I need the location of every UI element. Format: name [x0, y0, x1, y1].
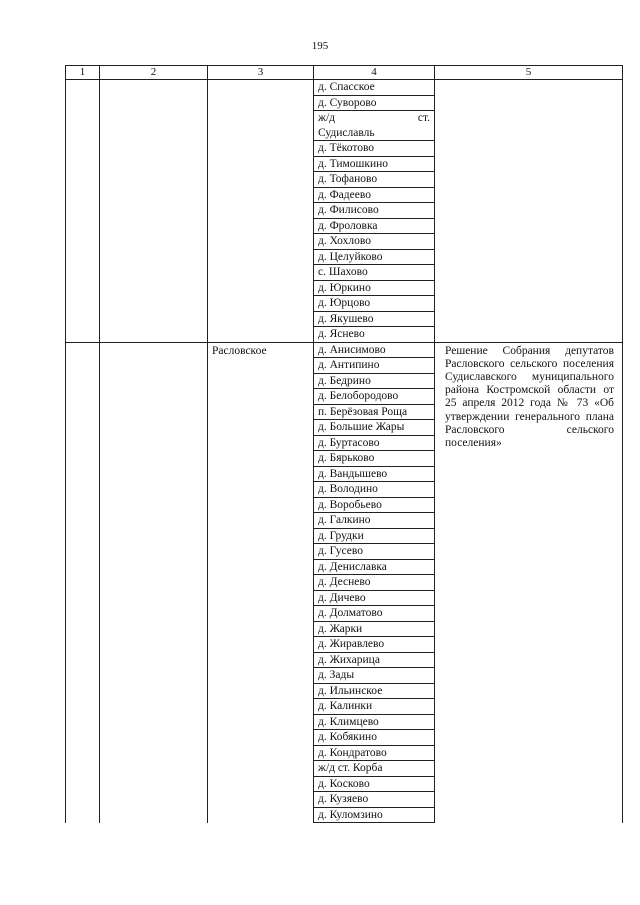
- locality-cell: д. Якушево: [314, 311, 435, 327]
- decision-cell: [435, 342, 623, 823]
- locality-cell: д. Вандышево: [314, 466, 435, 482]
- settlement-cell: Расловское: [208, 342, 314, 823]
- decision-cell: [435, 80, 623, 343]
- locality-cell: д. Куломзино: [314, 807, 435, 823]
- locality-cell: д. Тофаново: [314, 172, 435, 188]
- locality-cell: д. Целуйково: [314, 249, 435, 265]
- locality-cell: д. Фадеево: [314, 187, 435, 203]
- decision-text: Решение Собрания депутатов Расловского сельского поселения Судиславского муниципального района Костромской области от 25 апреля 2012 года № 73 «Об утверждении генерального плана Расловского сельского поселения»: [445, 344, 614, 449]
- settlements-table: [65, 65, 623, 823]
- locality-cell: д. Анисимово: [314, 342, 435, 358]
- table-body: [66, 80, 623, 823]
- locality-cell: д. Буртасово: [314, 435, 435, 451]
- table-row: [66, 80, 623, 96]
- locality-cell: д. Ильинское: [314, 683, 435, 699]
- locality-cell: д. Фроловка: [314, 218, 435, 234]
- station-name: Судиславль: [318, 126, 375, 139]
- jd-station-line: [318, 111, 430, 126]
- locality-cell: д. Долматово: [314, 606, 435, 622]
- header-col-3: 3: [208, 66, 314, 80]
- locality-cell: д. Климцево: [314, 714, 435, 730]
- station-prefix: ст.: [417, 112, 430, 124]
- locality-cell: д. Деснево: [314, 575, 435, 591]
- locality-cell: п. Берёзовая Роща: [314, 404, 435, 420]
- locality-cell: д. Тимошкино: [314, 156, 435, 172]
- page-number: 195: [311, 40, 329, 52]
- locality-cell: д. Юрцово: [314, 296, 435, 312]
- header-col-2: 2: [100, 66, 208, 80]
- locality-cell: д. Жарки: [314, 621, 435, 637]
- header-col-1: 1: [66, 66, 100, 80]
- locality-cell: с. Шахово: [314, 265, 435, 281]
- locality-cell: д. Зады: [314, 668, 435, 684]
- locality-cell: д. Тёкотово: [314, 141, 435, 157]
- locality-cell: д. Жихарица: [314, 652, 435, 668]
- locality-cell: д. Большие Жары: [314, 420, 435, 436]
- locality-cell: д. Дениславка: [314, 559, 435, 575]
- locality-cell: д. Галкино: [314, 513, 435, 529]
- locality-cell: д. Бярьково: [314, 451, 435, 467]
- col2-cell: [100, 342, 208, 823]
- settlement-cell: [208, 80, 314, 343]
- locality-cell: д. Хохлово: [314, 234, 435, 250]
- locality-cell: д. Гусево: [314, 544, 435, 560]
- locality-cell: [314, 111, 435, 141]
- locality-cell: д. Бедрино: [314, 373, 435, 389]
- locality-cell: д. Кузяево: [314, 792, 435, 808]
- locality-cell: д. Юркино: [314, 280, 435, 296]
- locality-cell: д. Филисово: [314, 203, 435, 219]
- col2-cell: [100, 80, 208, 343]
- locality-cell: д. Володино: [314, 482, 435, 498]
- col1-cell: [66, 80, 100, 343]
- locality-cell: д. Яснево: [314, 327, 435, 343]
- locality-cell: д. Кондратово: [314, 745, 435, 761]
- locality-cell: д. Косково: [314, 776, 435, 792]
- locality-cell: д. Жиравлево: [314, 637, 435, 653]
- locality-cell: д. Белобородово: [314, 389, 435, 405]
- locality-cell: д. Антипино: [314, 358, 435, 374]
- locality-cell: д. Калинки: [314, 699, 435, 715]
- jd-prefix: ж/д: [318, 112, 335, 124]
- locality-cell: ж/д ст. Корба: [314, 761, 435, 777]
- locality-cell: д. Суворово: [314, 95, 435, 111]
- locality-cell: д. Воробьево: [314, 497, 435, 513]
- locality-cell: д. Дичево: [314, 590, 435, 606]
- locality-cell: д. Грудки: [314, 528, 435, 544]
- locality-cell: д. Кобякино: [314, 730, 435, 746]
- header-row: [66, 66, 623, 80]
- table-row: [66, 342, 623, 358]
- locality-cell: д. Спасское: [314, 80, 435, 96]
- header-col-5: 5: [435, 66, 623, 80]
- col1-cell: [66, 342, 100, 823]
- header-col-4: 4: [314, 66, 435, 80]
